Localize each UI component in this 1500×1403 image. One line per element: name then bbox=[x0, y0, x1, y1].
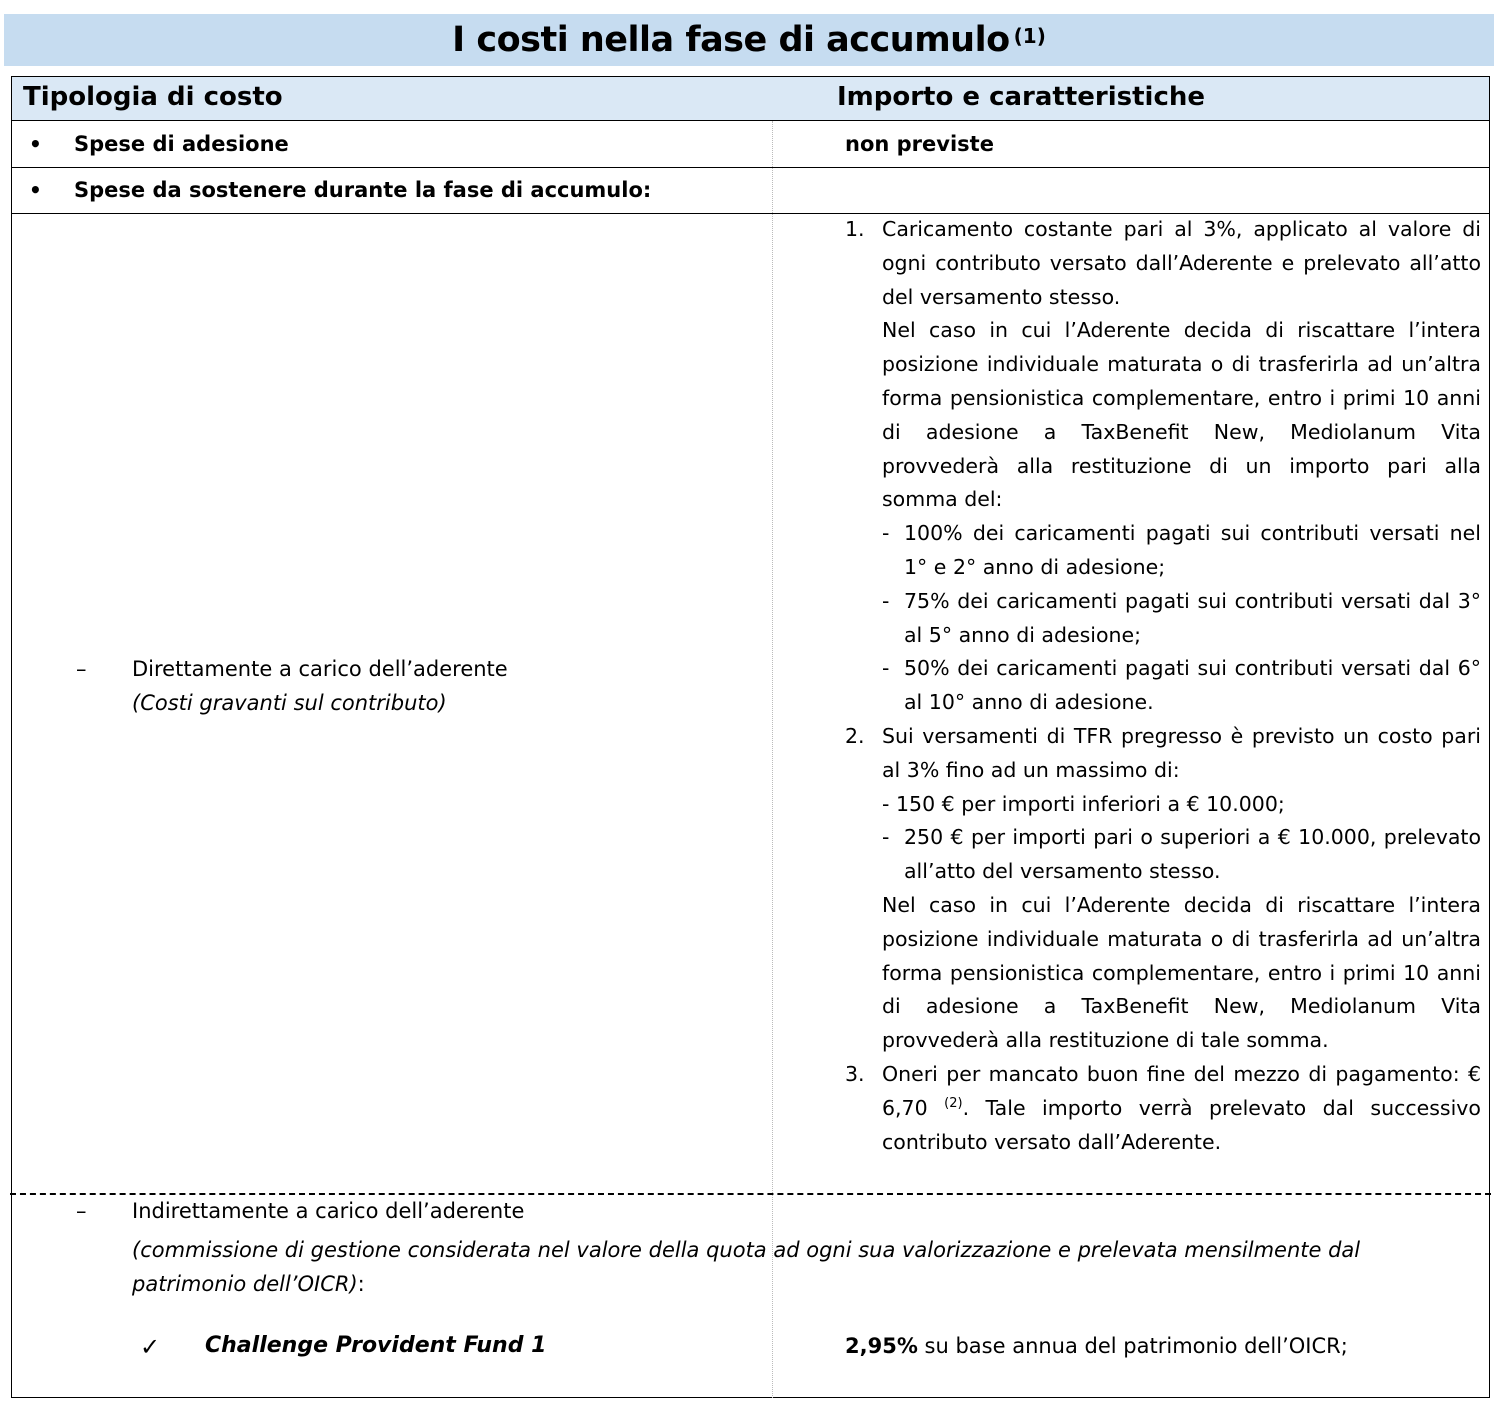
column-separator bbox=[772, 213, 773, 1193]
footnote-ref: (2) bbox=[944, 1095, 963, 1111]
column-separator bbox=[772, 121, 773, 167]
list-subitem: - 75% dei caricamenti pagati sui contributi versati dal 3° al 5° anno di adesione; bbox=[882, 588, 1481, 647]
fund-name: Challenge Provident Fund 1 bbox=[205, 1333, 547, 1358]
column-separator bbox=[772, 167, 773, 213]
direct-costs-list bbox=[845, 213, 1481, 1159]
section-title-bar bbox=[4, 14, 1494, 66]
header-col-type: Tipologia di costo bbox=[23, 82, 283, 112]
dash: – bbox=[76, 1199, 87, 1223]
fund-fee: 2,95% su base annua del patrimonio dell’OICR; bbox=[845, 1334, 1348, 1358]
row-label-diretti: Direttamente a carico dell’aderente bbox=[132, 657, 508, 681]
title-footnote: (1) bbox=[1013, 24, 1046, 48]
list-subitem: - 150 € per importi inferiori a € 10.000; bbox=[882, 791, 1285, 816]
row-label-indiretti: Indirettamente a carico dell’aderente bbox=[132, 1199, 525, 1223]
row-sublabel-indiretti: (commissione di gestione considerata nel valore della quota ad ogni sua valorizzazione e prelevata mensilmente dal patrimonio dell’OICR): bbox=[132, 1238, 1361, 1296]
checkmark-icon: ✓ bbox=[140, 1333, 161, 1361]
list-item: 2. Sui versamenti di TFR pregresso è previsto un costo pari al 3% fino ad un massimo di: - 150 € per importi inferiori a € 10.000; - 250 € per importi pari o superiori a € 10.000, prelevato all’atto del versamento stesso. Nel caso in cui l’Aderente decida di riscattare l’intera posizione individuale maturata o di trasferirla ad un’altra forma pensionistica complementare, entro i primi 10 anni di adesione a TaxBenefit New, Mediolanum Vita provvederà alla restituzione di tale somma. bbox=[845, 723, 1481, 1053]
list-item: 3. Oneri per mancato buon fine del mezzo di pagamento: € 6,70 $^{(2)}$. Tale importo verrà prelevato dal successivo contributo versato dall’Aderente. bbox=[845, 1061, 1481, 1154]
costs-table bbox=[11, 76, 1490, 1398]
bullet: • bbox=[29, 132, 42, 156]
row-divider bbox=[12, 167, 1489, 168]
dashed-divider bbox=[10, 1193, 1491, 1195]
row-value-adesione: non previste bbox=[845, 132, 994, 156]
list-item: 1. Caricamento costante pari al 3%, applicato al valore di ogni contributo versato dall’Aderente e prelevato all’atto del versamento stesso. Nel caso in cui l’Aderente decida di riscattare l’intera posizione individuale maturata o di trasferirla ad un’altra forma pensionistica complementare, entro i primi 10 anni di adesione a TaxBenefit New, Mediolanum Vita provvederà alla restituzione di un importo pari alla somma del: - 100% dei caricamenti pagati sui contributi versati nel 1° e 2° anno di adesione; - 75% dei caricamenti pagati sui contributi versati dal 3° al 5° anno di adesione; - 50% dei caricamenti pagati sui contributi versati dal 6° al 10° anno di adesione. bbox=[845, 213, 1481, 720]
bullet: • bbox=[29, 178, 42, 202]
list-subitem: - 250 € per importi pari o superiori a € 10.000, prelevato all’atto del versamento stesso. bbox=[882, 825, 1481, 884]
row-sublabel-diretti: (Costi gravanti sul contributo) bbox=[132, 691, 447, 715]
row-label-accumulo: Spese da sostenere durante la fase di accumulo: bbox=[74, 178, 652, 202]
table-header bbox=[12, 77, 1489, 121]
dash: – bbox=[76, 657, 87, 681]
list-subitem: - 50% dei caricamenti pagati sui contributi versati dal 6° al 10° anno di adesione. bbox=[882, 656, 1481, 715]
section-title: I costi nella fase di accumulo bbox=[452, 20, 1010, 60]
list-subitem: - 100% dei caricamenti pagati sui contributi versati nel 1° e 2° anno di adesione; bbox=[882, 521, 1481, 579]
row-label-adesione: Spese di adesione bbox=[74, 132, 289, 156]
header-col-amount: Importo e caratteristiche bbox=[837, 82, 1206, 112]
